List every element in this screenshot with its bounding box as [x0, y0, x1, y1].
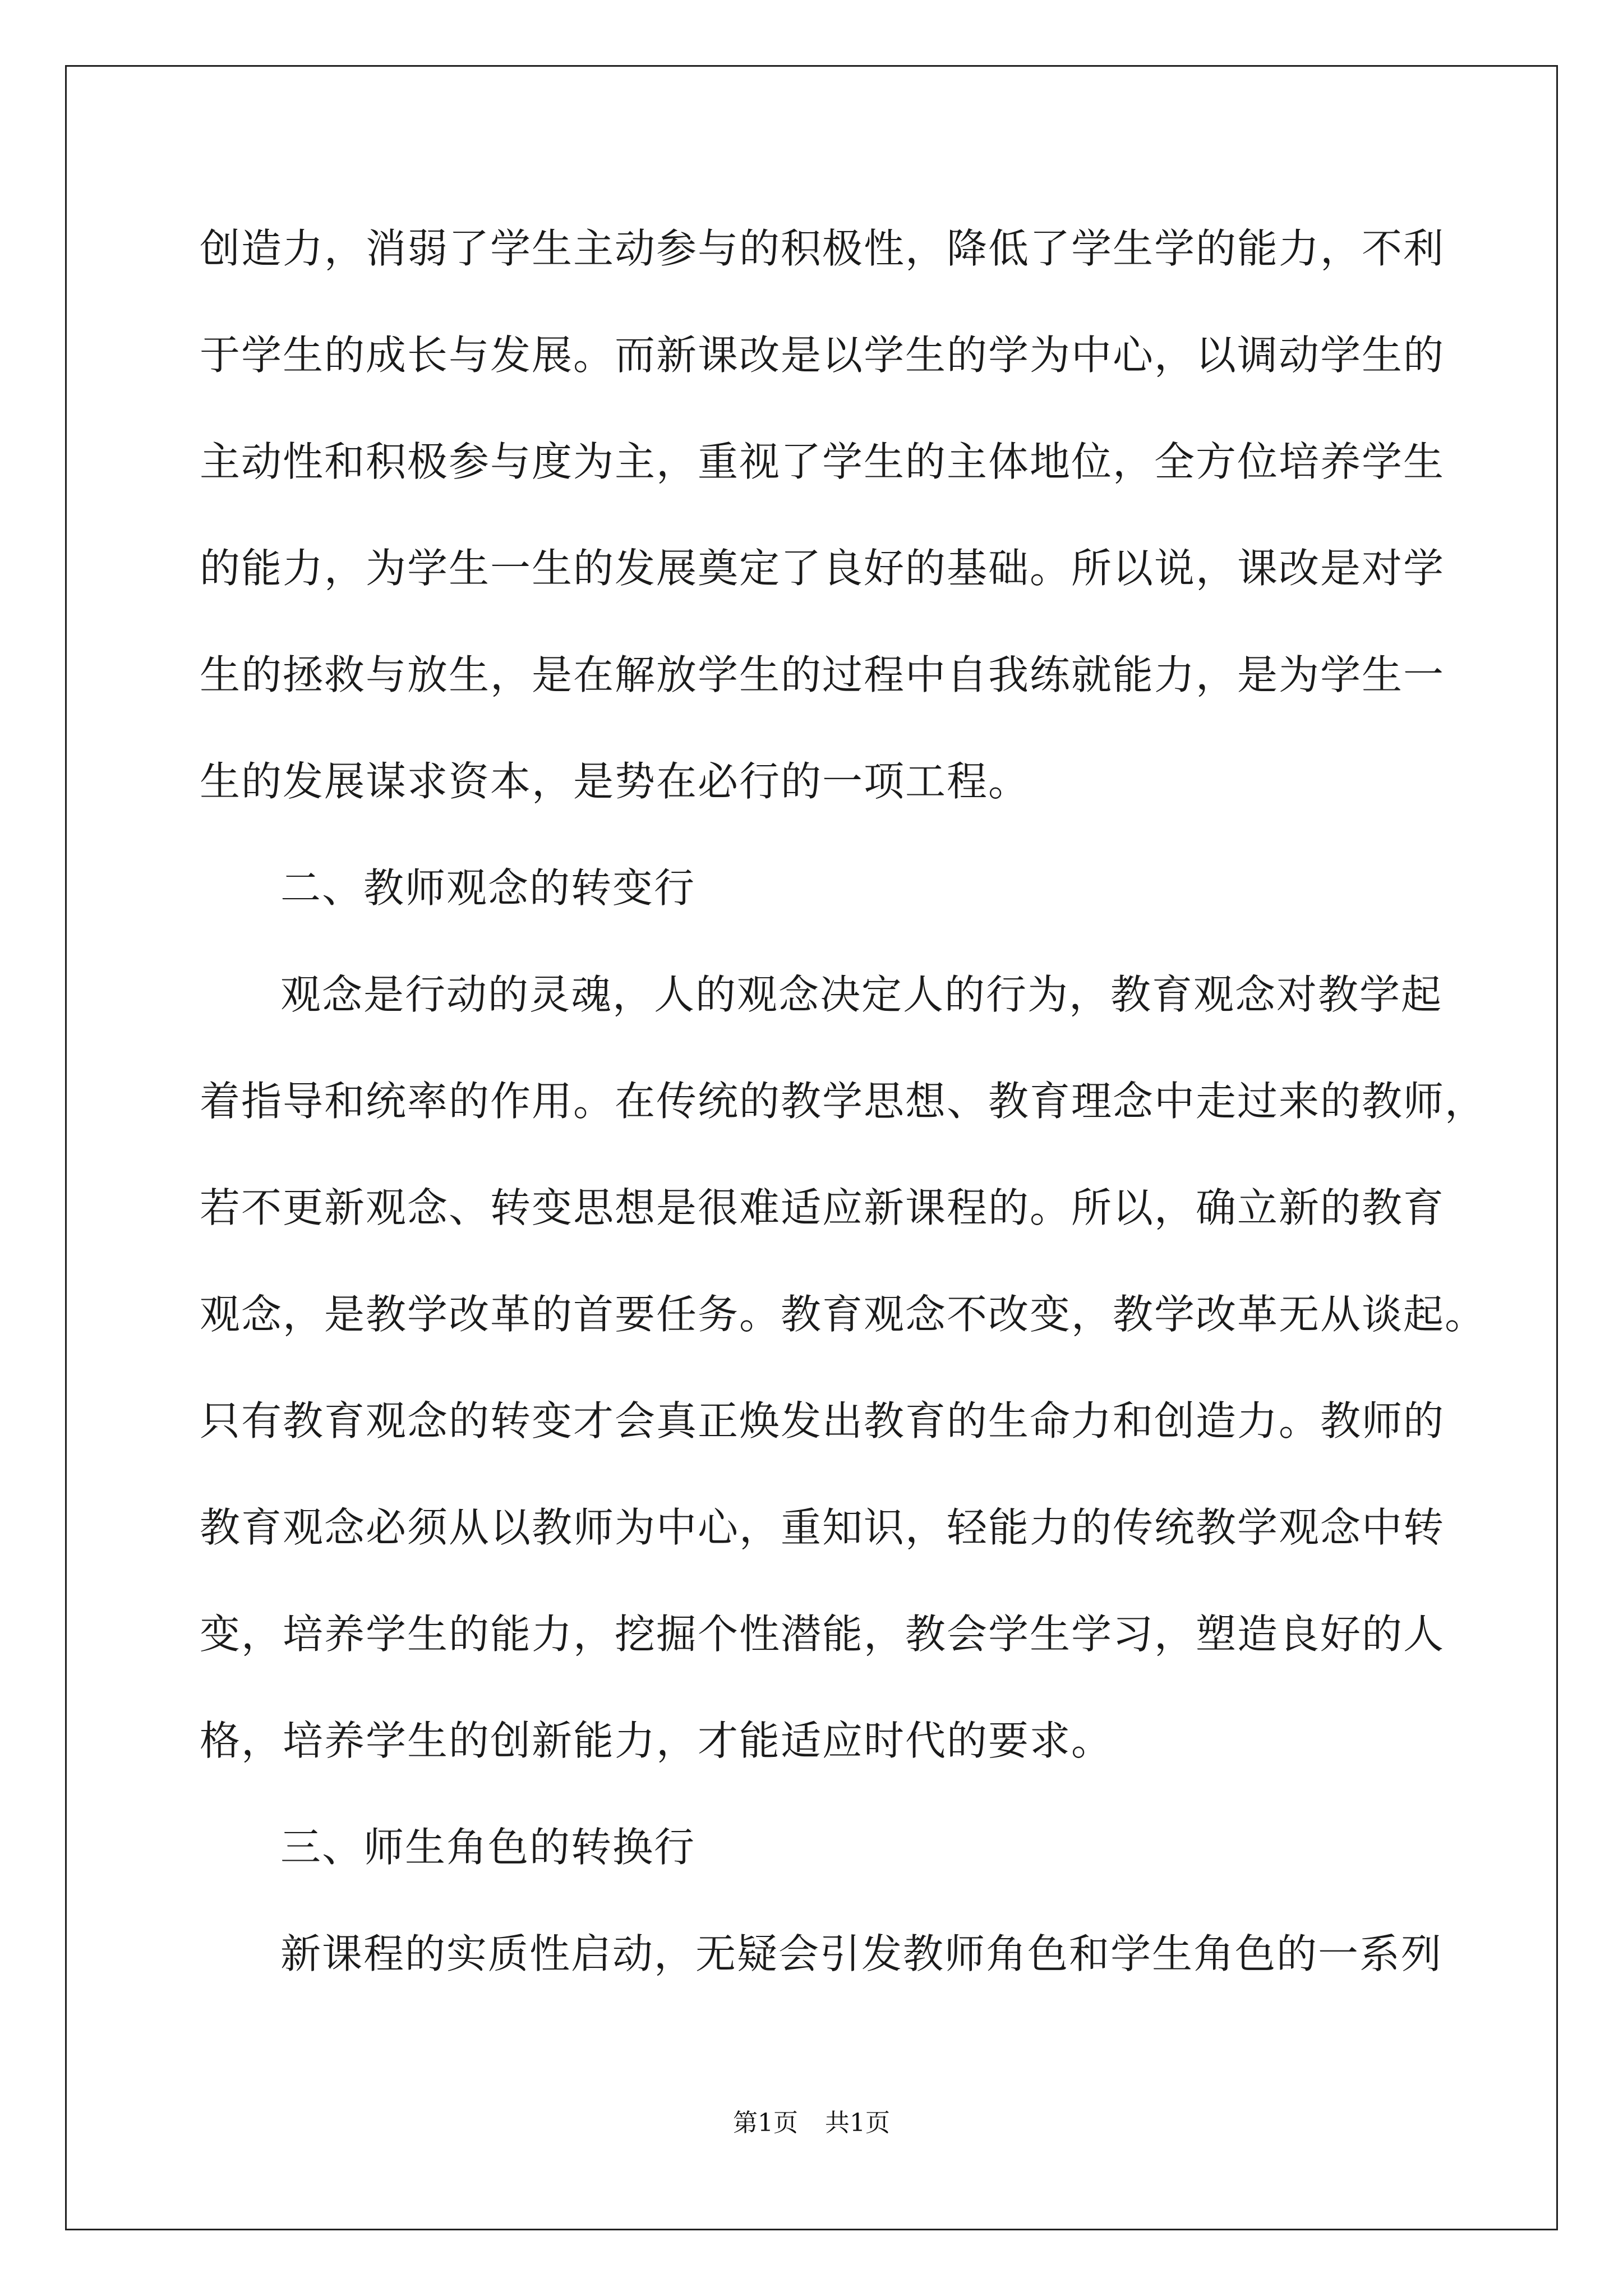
- text-line: 教育观念必须从以教师为中心，重知识，轻能力的传统教学观念中转: [200, 1504, 1445, 1551]
- text-line: 变，培养学生的能力，挖掘个性潜能，教会学生学习，塑造良好的人: [200, 1611, 1445, 1658]
- text-line: 生的拯救与放生，是在解放学生的过程中自我练就能力，是为学生一: [200, 651, 1445, 698]
- text-line: 格，培养学生的创新能力，才能适应时代的要求。: [200, 1717, 1113, 1764]
- text-line: 若不更新观念、转变思想是很难适应新课程的。所以，确立新的教育: [200, 1184, 1445, 1231]
- text-line: 新课程的实质性启动，无疑会引发教师角色和学生角色的一系列: [280, 1930, 1443, 1977]
- text-line: 观念是行动的灵魂，人的观念决定人的行为，教育观念对教学起: [280, 971, 1443, 1018]
- text-line: 着指导和统率的作用。在传统的教学思想、教育理念中走过来的教师，: [200, 1078, 1487, 1125]
- page-number: 第1页: [733, 2109, 798, 2137]
- page-total: 共1页: [825, 2109, 890, 2137]
- text-line: 于学生的成长与发展。而新课改是以学生的学为中心，以调动学生的: [200, 332, 1445, 379]
- text-line: 主动性和积极参与度为主，重视了学生的主体地位，全方位培养学生: [200, 438, 1445, 485]
- text-line: 三、师生角色的转换行: [280, 1824, 696, 1871]
- document-body: [200, 195, 1490, 2007]
- page-footer: [0, 2106, 1623, 2140]
- text-line: 创造力，消弱了学生主动参与的积极性，降低了学生学的能力，不利: [200, 225, 1445, 272]
- text-line: 生的发展谋求资本，是势在必行的一项工程。: [200, 758, 1030, 805]
- text-line: 观念，是教学改革的首要任务。教育观念不改变，教学改革无从谈起。: [200, 1291, 1487, 1338]
- text-line: 只有教育观念的转变才会真正焕发出教育的生命力和创造力。教师的: [200, 1397, 1445, 1444]
- text-line: 二、教师观念的转变行: [280, 864, 696, 912]
- text-line: 的能力，为学生一生的发展奠定了良好的基础。所以说，课改是对学: [200, 545, 1445, 592]
